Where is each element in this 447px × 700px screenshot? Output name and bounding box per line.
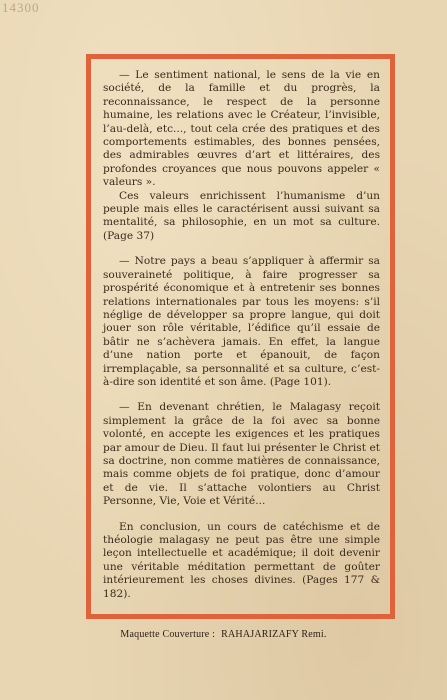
paragraph-conclusion: En conclusion, un cours de catéchisme et de théologie malagasy ne peut pas être une simple leçon intellectuelle et académique; il doit devenir une véritable méditation permettant de goûter intérieurement les choses divines. (Pages 177 & 182). — [103, 520, 380, 600]
credit-label: Maquette Couverture : — [120, 629, 216, 640]
catalog-stamp: 14300 — [2, 0, 40, 15]
paragraph-langue: — Notre pays a beau s’appliquer à affermir sa souveraineté politique, à faire progresser sa prospérité économique et à entretenir ses bonnes relations internationales par tous les moyens: s’il néglige de développer sa propre langue, qui doit jouer son rôle véritable, l’édifice qu’il essaie de bâtir ne s’achèvera jamais. En effet, la langue d’une nation porte et épanouit, de façon irremplaçable, sa personnalité et sa culture, c’est-à-dire son identité et son âme. (Page 101). — [103, 255, 380, 388]
cover-credit — [0, 629, 447, 640]
spacer — [103, 509, 380, 521]
paragraph-valeurs: — Le sentiment national, le sens de la vie en société, de la famille et du progrès, la reconnaissance, le respect de la personne humaine, les relations avec le Créateur, l’invisible, l’au-delà, etc..., tout cela crée des pratiques et des comportements estimables, des bonnes pensées, des admirables œuvres d’art et littéraires, des profondes croyances que nous pouvons appeler « valeurs ». — [103, 69, 380, 189]
spacer — [103, 389, 380, 401]
paragraph-foi: — En devenant chrétien, le Malagasy reçoit simplement la grâce de la foi avec sa bonne volonté, en accepte les exigences et les pratiques par amour de Dieu. Il faut lui présenter le Christ et sa doctrine, non comme matières de connaissance, mais comme objets de foi pratique, donc d’amour et de vie. Il s’attache volontiers au Christ Personne, Vie, Voie et Vérité... — [103, 401, 380, 508]
paragraph-culture: Ces valeurs enrichissent l’humanisme d’un peuple mais elles le caractérisent aussi suivant sa mentalité, sa philosophie, en un mot sa culture. (Page 37) — [103, 189, 380, 242]
spacer — [103, 243, 380, 255]
credit-name: RAHAJARIZAFY Remi. — [221, 629, 327, 640]
quote-frame — [86, 54, 395, 619]
quote-content — [103, 69, 380, 601]
